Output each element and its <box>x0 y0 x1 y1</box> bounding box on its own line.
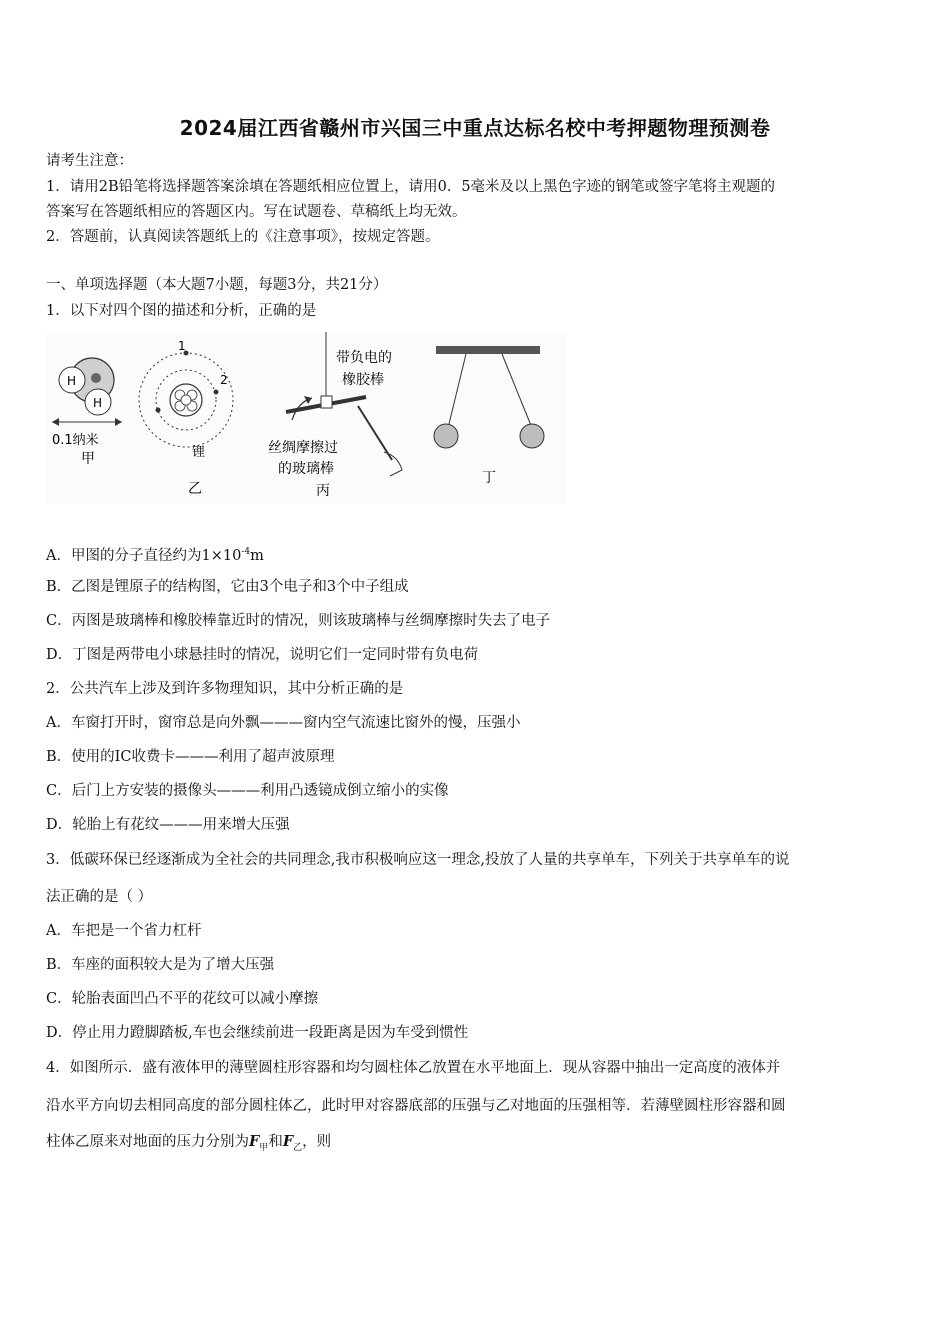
page-title: 2024届江西省赣州市兴国三中重点达标名校中考押题物理预测卷 <box>179 116 771 140</box>
q4-stem-line3: 柱体乙原来对地面的压力分别为$F_甲$和$F_乙$，则 <box>46 1133 332 1153</box>
notice-item-1-cont: 答案写在答题纸相应的答题区内。写在试题卷、草稿纸上均无效。 <box>46 204 467 220</box>
q3-option-d: D．停止用力蹬脚踏板,车也会继续前进一段距离是因为车受到惯性 <box>46 1025 469 1041</box>
q1-option-a: A．甲图的分子直径约为$1\times 10^{-4}m$ <box>46 547 264 564</box>
bing-top-line1: 带负电的 <box>336 350 392 366</box>
yi-label: 乙 <box>188 481 202 497</box>
h-label-1: H <box>67 374 77 388</box>
q1-option-b: B．乙图是锂原子的结构图，它由3个电子和3个中子组成 <box>46 579 409 595</box>
notice-heading: 请考生注意： <box>46 153 133 169</box>
yi-li-label: 锂 <box>192 445 206 460</box>
ding-label: 丁 <box>482 470 496 486</box>
q1-option-d: D．丁图是两带电小球悬挂时的情况，说明它们一定同时带有负电荷 <box>46 647 479 663</box>
q3-stem-line1: 3．低碳环保已经逐渐成为全社会的共同理念,我市积极响应这一理念,投放了人量的共享单车，下列关于共享单车的说 <box>46 852 790 868</box>
jia-label: 甲 <box>81 451 95 467</box>
bing-top-line2: 橡胶棒 <box>342 372 384 388</box>
jia-scale-label: 0.1纳米 <box>52 433 99 448</box>
q2-option-a: A．车窗打开时，窗帘总是向外飘———窗内空气流速比窗外的慢，压强小 <box>46 715 521 731</box>
notice-item-1: 1．请用2B铅笔将选择题答案涂填在答题纸相应位置上，请用0．5毫米及以上黑色字迹的钢笔或签字笔将主观题的 <box>46 179 776 195</box>
q2-option-c: C．后门上方安装的摄像头———利用凸透镜成倒立缩小的实像 <box>46 783 449 799</box>
q1-stem: 1．以下对四个图的描述和分析，正确的是 <box>46 303 317 319</box>
q2-stem: 2．公共汽车上涉及到许多物理知识，其中分析正确的是 <box>46 681 404 697</box>
q4-stem-line2: 沿水平方向切去相同高度的部分圆柱体乙，此时甲对容器底部的压强与乙对地面的压强相等．若薄壁圆柱形容器和圆 <box>46 1098 786 1114</box>
q1-figure <box>46 332 566 504</box>
section-heading: 一、单项选择题（本大题7小题，每题3分，共21分） <box>46 277 388 293</box>
yi-orbit-1: 1 <box>178 339 186 353</box>
bing-bot-line2: 的玻璃棒 <box>278 461 334 477</box>
notice-item-2: 2．答题前，认真阅读答题纸上的《注意事项》，按规定答题。 <box>46 229 440 245</box>
q1-option-c: C．丙图是玻璃棒和橡胶棒靠近时的情况，则该玻璃棒与丝绸摩擦时失去了电子 <box>46 613 551 629</box>
h-label-2: H <box>93 396 103 410</box>
q4-stem-line1: 4．如图所示．盛有液体甲的薄壁圆柱形容器和均匀圆柱体乙放置在水平地面上．现从容器中抽出一定高度的液体并 <box>46 1060 781 1076</box>
bing-label: 丙 <box>316 483 330 499</box>
q3-stem-line2: 法正确的是（ ） <box>46 889 153 905</box>
q3-option-b: B．车座的面积较大是为了增大压强 <box>46 957 275 973</box>
q2-option-d: D．轮胎上有花纹———用来增大压强 <box>46 817 290 833</box>
bing-bot-line1: 丝绸摩擦过 <box>268 440 338 456</box>
q3-option-c: C．轮胎表面凹凸不平的花纹可以减小摩擦 <box>46 991 319 1007</box>
q3-option-a: A．车把是一个省力杠杆 <box>46 923 202 939</box>
q2-option-b: B．使用的IC收费卡———利用了超声波原理 <box>46 749 335 765</box>
yi-orbit-2: 2 <box>220 373 228 387</box>
